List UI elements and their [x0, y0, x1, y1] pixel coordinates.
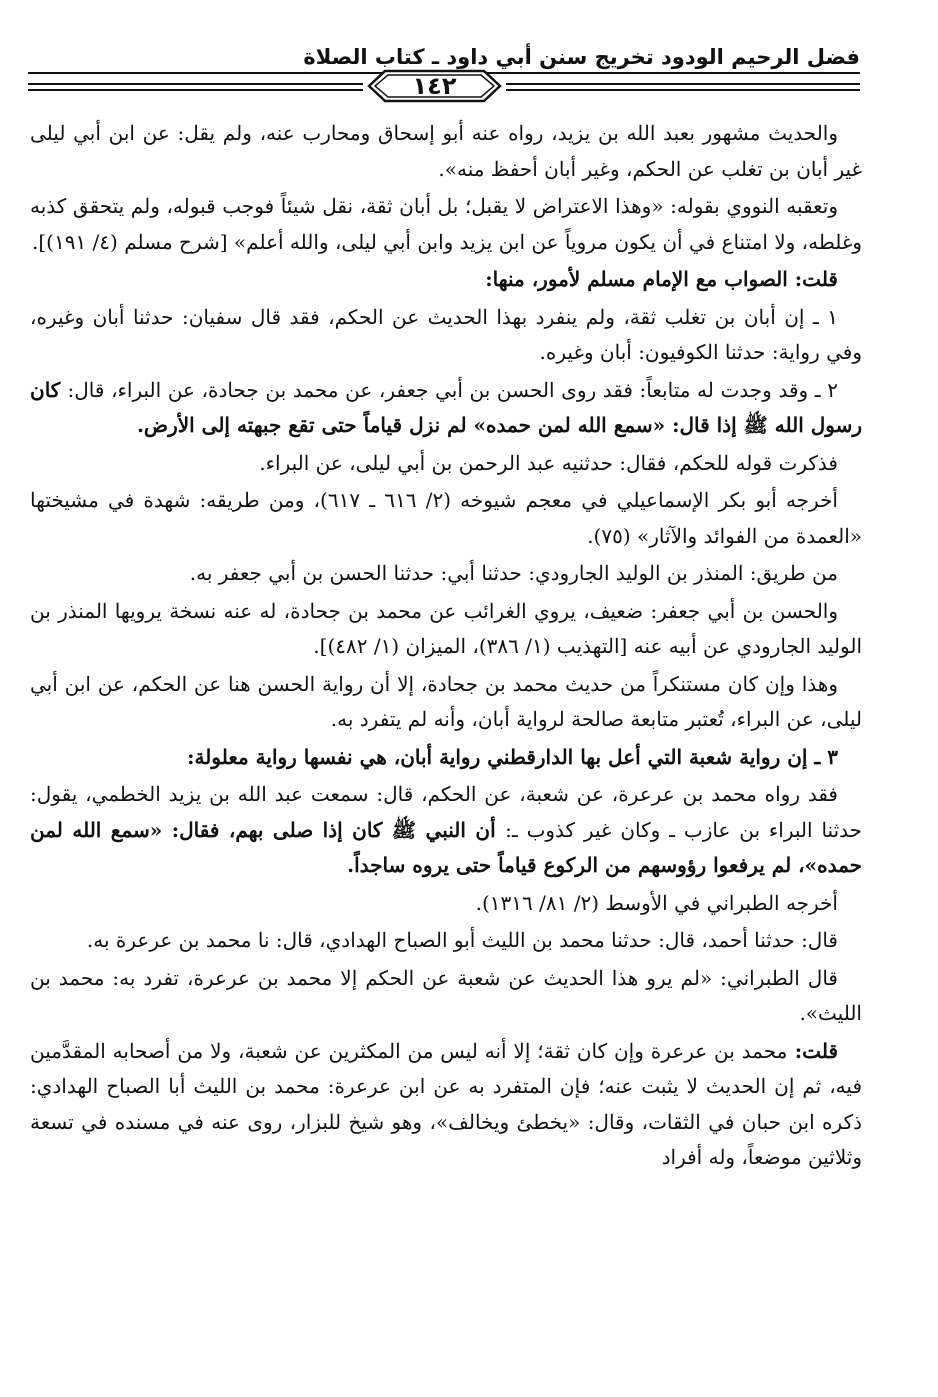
- hadith-text: أن النبي ﷺ كان إذا صلى بهم، فقال: «سمع الله لمن حمده»، لم يرفعوا رؤوسهم من الركوع قياماً حتى يروه ساجداً.: [30, 817, 862, 877]
- paragraph-text: ٣ ـ إن رواية شعبة التي أعل بها الدارقطني رواية أبان، هي نفسها رواية معلولة:: [187, 744, 838, 769]
- paragraph: [30, 1034, 862, 1176]
- paragraph-text: فقد رواه محمد بن عرعرة، عن شعبة، عن الحكم، قال: سمعت عبد الله بن يزيد الخطمي، يقول: حدثنا البراء بن عازب ـ وكان غير كذوب ـ:: [30, 782, 862, 842]
- paragraph: [30, 777, 862, 884]
- running-header: [28, 38, 860, 112]
- paragraph-text: محمد بن عرعرة وإن كان ثقة؛ إلا أنه ليس من المكثرين عن شعبة، ولا من أصحابه المقدَّمين فيه، ثم إن الحديث لا يثبت عنه؛ فإن المتفرد به عن ابن عرعرة: محمد بن الليث أبا الصباح الهدادي: ذكره ابن حبان في الثقات، وقال: «يخطئ ويخالف»، وهو شيخ للبزار، روى عنه في مسنده في تسعة وثلاثين موضعاً، وله أفراد: [30, 1038, 862, 1169]
- paragraph-text: الصواب مع الإمام مسلم لأمور، منها:: [485, 267, 788, 291]
- header-double-rule-left-2: [28, 89, 363, 91]
- paragraph-text: والحسن بن أبي جعفر: ضعيف، يروي الغرائب عن محمد بن جحادة، له عنه نسخة يرويها المنذر بن الوليد الجارودي عن أبيه عنه [التهذيب (١/ ٣٨٦)، الميزان (١/ ٤٨٢)].: [30, 598, 862, 658]
- page-number: ١٤٢: [412, 72, 457, 100]
- page-body: [30, 116, 862, 1178]
- paragraph: [30, 189, 862, 260]
- paragraph: [30, 483, 862, 554]
- paragraph-text: ١ ـ إن أبان بن تغلب ثقة، ولم ينفرد بهذا الحديث عن الحكم، فقد قال سفيان: حدثنا أبان وغيره، وفي رواية: حدثنا الكوفيون: أبان وغيره.: [30, 304, 862, 364]
- header-double-rule-right-1: [506, 83, 860, 85]
- paragraph-lead: قلت:: [787, 267, 838, 291]
- paragraph-text: قال الطبراني: «لم يرو هذا الحديث عن شعبة عن الحكم إلا محمد بن عرعرة، تفرد به: محمد بن الليث».: [30, 965, 862, 1025]
- paragraph: [30, 886, 862, 922]
- paragraph: [30, 923, 862, 959]
- paragraph-text: أخرجه الطبراني في الأوسط (٢/ ٨١/ ١٣١٦).: [475, 890, 838, 915]
- paragraph-text: من طريق: المنذر بن الوليد الجارودي: حدثنا أبي: حدثنا الحسن بن أبي جعفر به.: [189, 561, 838, 585]
- paragraph: [30, 300, 862, 371]
- paragraph-text: والحديث مشهور بعبد الله بن يزيد، رواه عنه أبو إسحاق ومحارب عنه، ولم يقل: عن ابن أبي ليلى غير أبان بن تغلب عن الحكم، وغير أبان أحفظ منه».: [30, 121, 862, 181]
- paragraph: [30, 262, 862, 298]
- header-title: فضل الرحيم الودود تخريج سنن أبي داود ـ كتاب الصلاة: [303, 45, 860, 69]
- paragraph-text: وهذا وإن كان مستنكراً من حديث محمد بن جحادة، إلا أن رواية الحسن هنا عن الحكم، عن ابن أبي ليلى، عن البراء، تُعتبر متابعة صالحة لرواية أبان، وأنه لم يتفرد به.: [30, 671, 862, 731]
- paragraph: [30, 594, 862, 665]
- paragraph: [30, 373, 862, 444]
- paragraph-lead: قلت:: [787, 1038, 839, 1063]
- paragraph: [30, 961, 862, 1032]
- paragraph-text: أخرجه أبو بكر الإسماعيلي في معجم شيوخه (٢/ ٦١٦ ـ ٦١٧)، ومن طريقه: شهدة في مشيختها «العمدة من الفوائد والآثار» (٧٥).: [30, 488, 862, 548]
- hadith-text: كان رسول الله ﷺ إذا قال: «سمع الله لمن حمده» لم نزل قياماً حتى تقع جبهته إلى الأرض.: [30, 377, 862, 437]
- paragraph-text: وتعقبه النووي بقوله: «وهذا الاعتراض لا يقبل؛ بل أبان ثقة، نقل شيئاً فوجب قبوله، ولم يتحقق كذبه وغلطه، ولا امتناع في أن يكون مروياً عن ابن يزيد وابن أبي ليلى، والله أعلم» [شرح مسلم (٤/ ١٩١)].: [30, 194, 862, 254]
- paragraph: [30, 446, 862, 482]
- paragraph: [30, 556, 862, 592]
- paragraph: [30, 740, 862, 776]
- header-double-rule-right-2: [506, 89, 860, 91]
- paragraph-text: قال: حدثنا أحمد، قال: حدثنا محمد بن الليث أبو الصباح الهدادي، قال: نا محمد بن عرعرة به.: [86, 928, 838, 952]
- paragraph: [30, 667, 862, 738]
- paragraph-text: ٢ ـ وقد وجدت له متابعاً: فقد روى الحسن بن أبي جعفر، عن محمد بن جحادة، عن البراء، قال:: [67, 377, 838, 402]
- paragraph: [30, 116, 862, 187]
- page-number-ornament: [363, 66, 506, 106]
- header-double-rule-left-1: [28, 83, 363, 85]
- paragraph-text: فذكرت قوله للحكم، فقال: حدثنيه عبد الرحمن بن أبي ليلى، عن البراء.: [259, 450, 838, 475]
